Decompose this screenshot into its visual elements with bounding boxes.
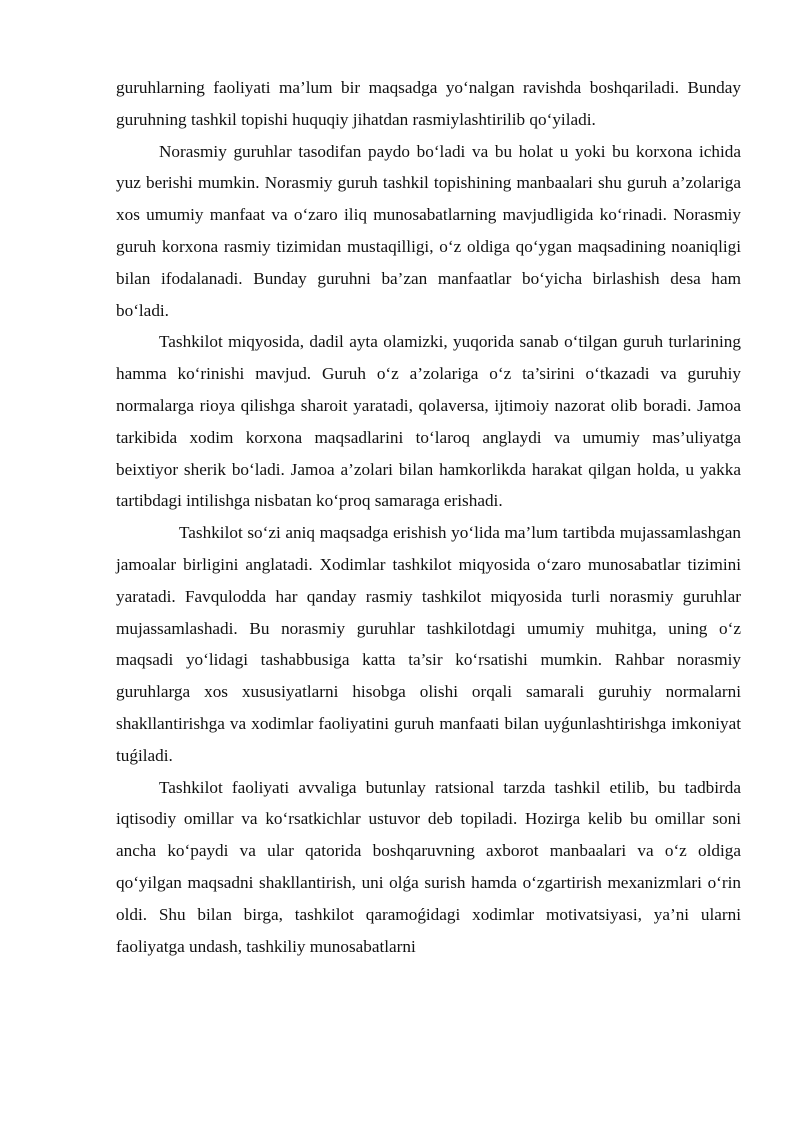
paragraph-4: Tashkilot so‘zi aniq maqsadga erishish yo‘lida ma’lum tartibda mujassamlashgan jamoalar birligini anglatadi. Xodimlar tashkilot miqyosida o‘zaro munosabatlar tizimini yaratadi. Favqulodda har qanday rasmiy tashkilot miqyosida turli norasmiy guruhlar mujassamlashadi. Bu norasmiy guruhlar tashkilotdagi umumiy muhitga, uning o‘z maqsadi yo‘lidagi tashabbusiga katta ta’sir ko‘rsatishi mumkin. Rahbar norasmiy guruhlarga xos xususiyatlarni hisobga olishi orqali samarali guruhiy normalarni shakllantirishga va xodimlar faoliyatini guruh manfaati bilan uyǵunlashtirishga imkoniyat tuǵiladi.: [116, 523, 741, 765]
paragraph-2: Norasmiy guruhlar tasodifan paydo bo‘ladi va bu holat u yoki bu korxona ichida yuz berishi mumkin. Norasmiy guruh tashkil topishining manbaalari shu guruh a’zolariga xos umumiy manfaat va o‘zaro iliq munosabatlarning mavjudligida ko‘rinadi. Norasmiy guruh korxona rasmiy tizimidan mustaqilligi, o‘z oldiga qo‘ygan maqsadining noaniqligi bilan ifodalanadi. Bunday guruhni ba’zan manfaatlar bo‘yicha birlashish desa ham bo‘ladi.: [116, 141, 741, 320]
paragraph-1: guruhlarning faoliyati ma’lum bir maqsadga yo‘nalgan ravishda boshqariladi. Bunday guruhning tashkil topishi huquqiy jihatdan rasmiylashtirilib qo‘yiladi.: [116, 78, 741, 129]
paragraph-3: Tashkilot miqyosida, dadil ayta olamizki, yuqorida sanab o‘tilgan guruh turlarining hamma ko‘rinishi mavjud. Guruh o‘z a’zolariga o‘z ta’sirini o‘tkazadi va guruhiy normalarga rioya qilishga sharoit yaratadi, qolaversa, ijtimoiy nazorat olib boradi. Jamoa tarkibida xodim korxona maqsadlarini to‘laroq anglaydi va umumiy mas’uliyatga beixtiyor sherik bo‘ladi. Jamoa a’zolari bilan hamkorlikda harakat qilgan holda, u yakka tartibdagi intilishga nisbatan ko‘proq samaraga erishadi.: [116, 332, 741, 511]
paragraph-5: Tashkilot faoliyati avvaliga butunlay ratsional tarzda tashkil etilib, bu tadbirda iqtisodiy omillar va ko‘rsatkichlar ustuvor deb topiladi. Hozirga kelib bu omillar soni ancha ko‘paydi va ular qatorida boshqaruvning axborot manbaalari va o‘z oldiga qo‘yilgan maqsadni shakllantirish, uni olǵa surish hamda o‘zgartirish mexanizmlari o‘rin oldi. Shu bilan birga, tashkilot qaramoǵidagi xodimlar motivatsiyasi, ya’ni ularni faoliyatga undash, tashkiliy munosabatlarni: [116, 777, 741, 956]
document-page: [116, 72, 741, 962]
